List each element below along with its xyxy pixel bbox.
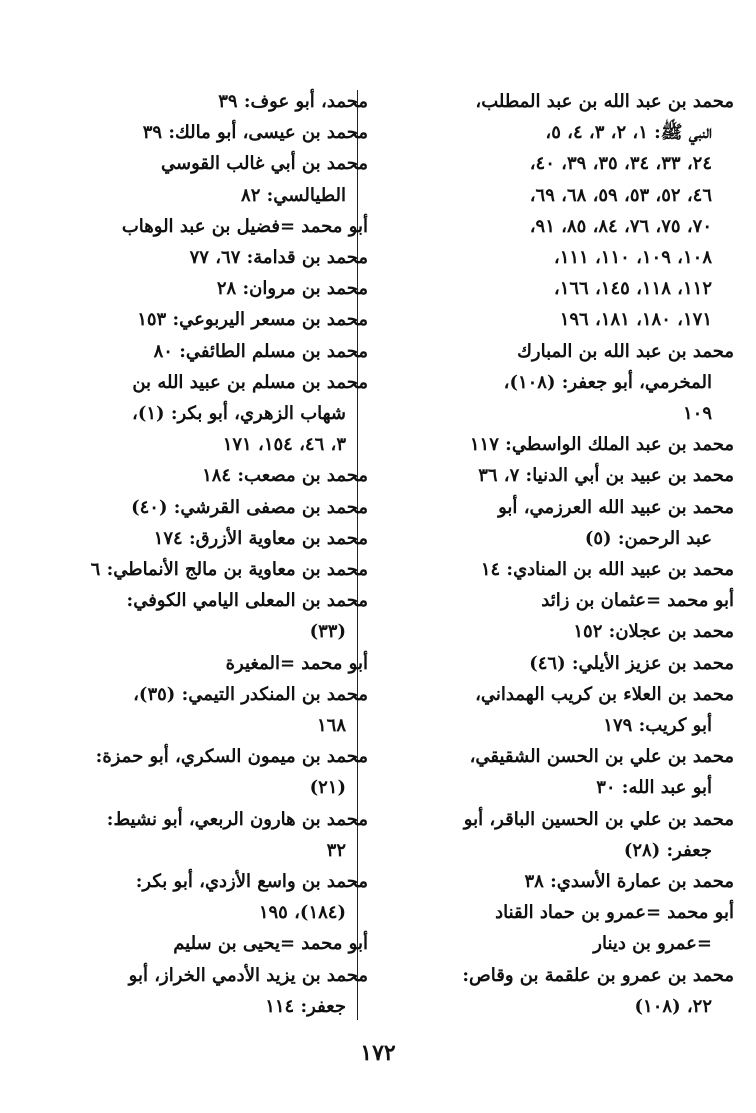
index-entry: محمد بن العلاء بن كريب الهمداني، xyxy=(475,683,734,705)
index-entry: محمد بن معاوية الأزرق: ١٧٤ xyxy=(153,527,368,549)
index-entry: محمد بن عبد الله بن المبارك xyxy=(517,340,734,362)
index-entry: محمد بن عمرو بن علقمة بن وقاص: xyxy=(462,964,734,986)
index-entry: محمد بن هارون الربعي، أبو نشيط: xyxy=(106,808,368,830)
index-entry: محمد بن عجلان: ١٥٢ xyxy=(573,621,734,643)
index-entry-continuation: أبو عبد الله: ٣٠ xyxy=(596,777,712,799)
index-entry: محمد بن المنكدر التيمي: (٣٥)، xyxy=(133,683,368,705)
index-entry: محمد بن مصفى القرشي: (٤٠) xyxy=(131,496,368,518)
index-entry: محمد بن عبد الملك الواسطي: ١١٧ xyxy=(469,434,734,456)
index-entry: أبو محمد =عثمان بن زائد xyxy=(541,590,734,612)
index-entry-continuation: ١٦٨ xyxy=(316,715,346,737)
index-entry-continuation: جعفر: ١١٤ xyxy=(265,995,346,1017)
index-entry: محمد بن ميمون السكري، أبو حمزة: xyxy=(95,746,368,768)
index-entry: محمد بن قدامة: ٦٧، ٧٧ xyxy=(189,247,368,269)
index-entry-continuation: =عمرو بن دينار xyxy=(593,933,712,955)
index-entry: محمد بن يزيد الأدمي الخراز، أبو xyxy=(128,964,368,986)
index-entry-continuation: ٣، ٤٦، ١٥٤، ١٧١ xyxy=(222,434,346,456)
index-entry-continuation: (٢١) xyxy=(309,777,346,799)
index-entry: محمد بن مسعر اليربوعي: ١٥٣ xyxy=(137,309,368,331)
index-entry-continuation: ٧٠، ٧٥، ٧٦، ٨٤، ٨٥، ٩١، xyxy=(529,215,712,237)
index-entry: محمد بن المعلى اليامي الكوفي: xyxy=(126,590,368,612)
index-entry-continuation: ١٠٨، ١٠٩، ١١٠، ١١١، xyxy=(553,247,712,269)
index-entry-continuation: ٢٤، ٣٣، ٣٤، ٣٥، ٣٩، ٤٠، xyxy=(529,153,712,175)
page-number: ١٧٢ xyxy=(360,1040,396,1066)
index-entry: محمد بن عبيد الله العرزمي، أبو xyxy=(498,496,734,518)
index-entry-continuation: ١٠٩ xyxy=(682,403,712,425)
index-entry: أبو محمد =يحيى بن سليم xyxy=(173,933,368,955)
index-entry-continuation: ٣٢ xyxy=(326,839,346,861)
index-entry-continuation: (٣٣) xyxy=(309,621,346,643)
index-entry: محمد بن عمارة الأسدي: ٣٨ xyxy=(524,871,734,893)
index-entry-continuation: المخرمي، أبو جعفر: (١٠٨)، xyxy=(503,371,712,393)
index-entry: محمد بن معاوية بن مالج الأنماطي: ٦ xyxy=(90,559,368,581)
index-entry: أبو محمد =فضيل بن عبد الوهاب xyxy=(121,215,368,237)
index-column-right xyxy=(372,86,734,1022)
index-entry-continuation: ١١٢، ١١٨، ١٤٥، ١٦٦، xyxy=(553,278,712,300)
index-entry: أبو محمد =المغيرة xyxy=(225,652,368,674)
index-entry-continuation: ٤٦، ٥٢، ٥٣، ٥٩، ٦٨، ٦٩، xyxy=(529,184,712,206)
index-entry: محمد بن عبد الله بن عبد المطلب، xyxy=(475,91,734,112)
index-entry: محمد بن علي بن الحسين الباقر، أبو xyxy=(463,808,734,830)
index-entry: محمد، أبو عوف: ٣٩ xyxy=(218,91,368,112)
index-entry-continuation: الطيالسي: ٨٢ xyxy=(241,184,346,206)
index-entry: محمد بن علي بن الحسن الشقيقي، xyxy=(469,746,734,768)
index-entry: محمد بن عيسى، أبو مالك: ٣٩ xyxy=(142,122,368,144)
index-entry-continuation: النبي ﷺ: ١، ٢، ٣، ٤، ٥، xyxy=(545,122,712,144)
index-entry-continuation: ٢٢، (١٠٨) xyxy=(634,995,712,1017)
index-entry-continuation: جعفر: (٢٨) xyxy=(623,839,712,861)
index-column-left xyxy=(76,86,368,1022)
index-entry: محمد بن عزيز الأيلي: (٤٦) xyxy=(529,652,734,674)
index-entry: محمد بن واسع الأزدي، أبو بكر: xyxy=(135,871,368,893)
index-entry: محمد بن مصعب: ١٨٤ xyxy=(202,465,368,487)
index-entry: محمد بن مسلم بن عبيد الله بن xyxy=(132,371,368,393)
index-entry-continuation: عبد الرحمن: (٥) xyxy=(584,527,712,549)
index-entry-continuation: أبو كريب: ١٧٩ xyxy=(603,715,712,737)
index-entry-continuation: ١٧١، ١٨٠، ١٨١، ١٩٦ xyxy=(559,309,712,331)
index-entry-continuation: شهاب الزهري، أبو بكر: (١)، xyxy=(132,403,346,425)
index-entry: أبو محمد =عمرو بن حماد القناد xyxy=(495,902,734,924)
index-entry-continuation: (١٨٤)، ١٩٥ xyxy=(258,902,346,924)
index-entry: محمد بن عبيد الله بن المنادي: ١٤ xyxy=(480,559,734,581)
index-entry: محمد بن عبيد بن أبي الدنيا: ٧، ٣٦ xyxy=(478,465,734,487)
index-entry: محمد بن أبي غالب القوسي xyxy=(161,153,368,175)
index-entry: محمد بن مسلم الطائفي: ٨٠ xyxy=(153,340,368,362)
index-entry: محمد بن مروان: ٢٨ xyxy=(216,278,368,300)
